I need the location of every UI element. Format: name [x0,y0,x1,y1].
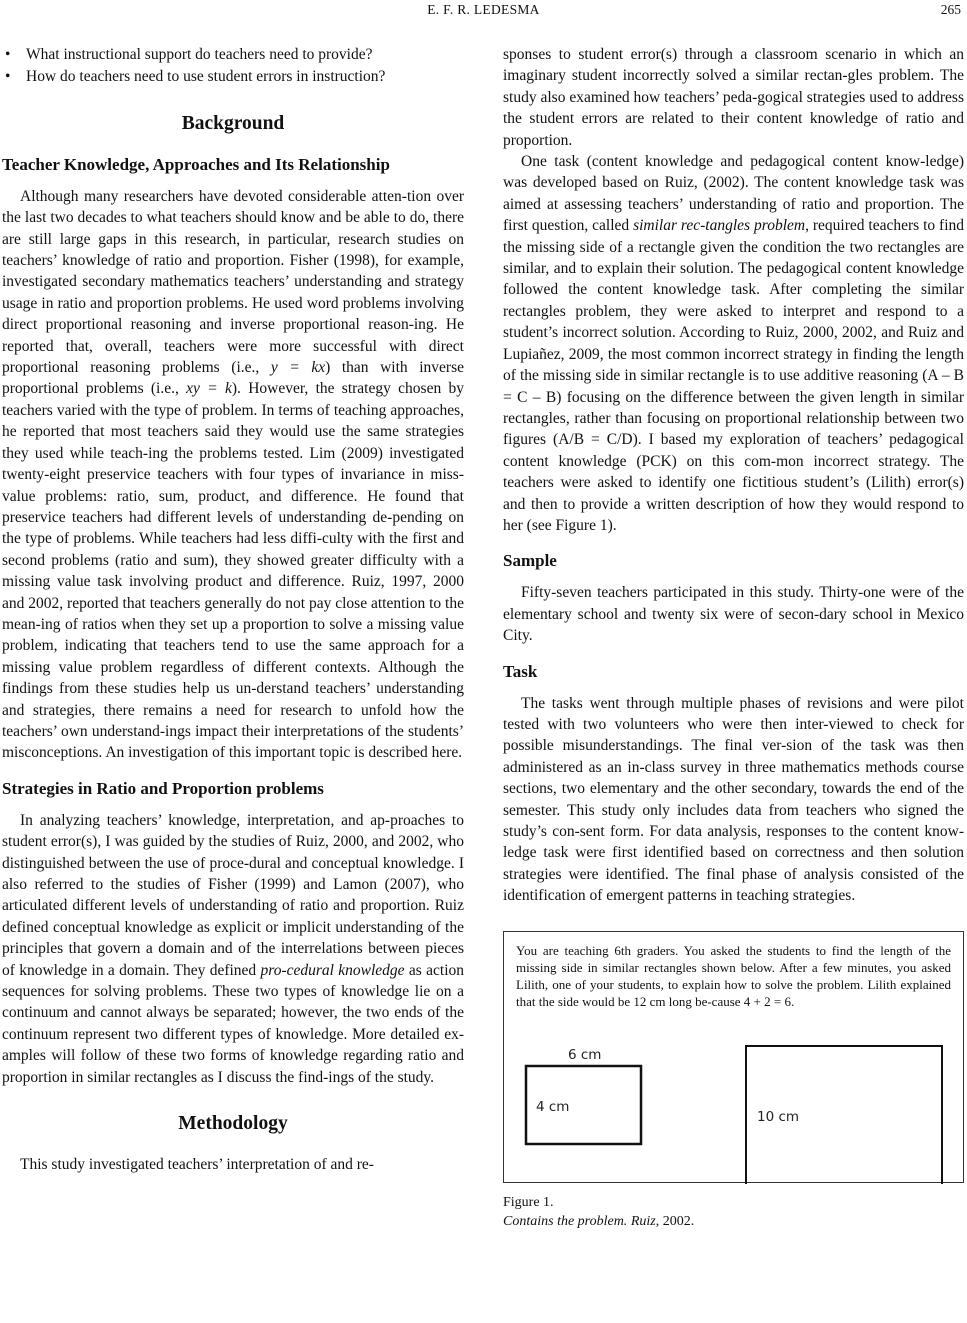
caption-source: Contains the problem. Ruiz, 2002. [503,1213,695,1229]
list-item [2,66,464,87]
paragraph: sponses to student error(s) through a classroom scenario in which an imaginary student incorrectly solved a similar rectan-gles problem. The study also examined how teachers’ peda-gogical strategies used to address the student errors are related to their content knowledge of ratio and proportion. [503,46,964,149]
emphasis-term: similar rec-tangles problem [633,217,806,235]
list-item [2,44,464,65]
similar-rectangles-diagram [504,932,965,1184]
page-number: 265 [940,2,961,17]
list-item-text: How do teachers need to use student errors in instruction? [26,68,386,86]
paragraph: Fifty-seven teachers participated in this study. Thirty-one were of the elementary school and twenty six were of secon-dary school in Mexico City. [503,584,964,645]
paragraph: The tasks went through multiple phases of revisions and were pilot tested with two volunteers who were then inter-viewed to check for possible misunderstandings. The final ver-sion of the task was then administered as an in-class survey in three mathematics methods course sections, two elementary and the other secondary, towards the end of the semester. This study only includes data from teachers who signed the study’s con-sent form. For data analysis, responses to the content know-ledge task were first identified based on correctness and then solution strategies were identified. The final phase of analysis consisted of the identification of emergent patterns in teaching strategies. [503,694,964,905]
subsection-heading-task: Task [503,661,538,681]
left-column [2,44,464,1175]
section-heading-methodology: Methodology [178,1113,288,1135]
equation-inverse: xy = k [186,380,232,398]
emphasis-term: pro-cedural knowledge [260,961,405,979]
subsection-heading-teacher-knowledge: Teacher Knowledge, Approaches and Its Relationship [2,154,390,174]
paragraph: Although many researchers have devoted considerable atten-tion over the last two decades to what teachers should know and be able to do, there are still large gaps in this research, in particular, research studies on teachers’ knowledge of ratio and proportion. Fisher (1998), for example, investigated secondary mathematics teachers’ understanding and strategy usage in ratio and proportion problems. He used word problems involving direct proportional reasoning and inverse proportional reason-ing. He reported that, overall, teachers were more successful with direct proportional reasoning problems (i.e., y = kx) than with inverse proportional problems (i.e., xy = k). However, the strategy chosen by teachers varied with the type of problem. In terms of teaching approaches, he reported that most teachers said they would use the same strategies they used while teach-ing the problems tested. Lim (2009) investigated twenty-eight preservice teachers with four types of invariance in miss-value problems: ratio, sum, product, and difference. He found that preservice teachers had different levels of understanding de-pending on the type of problems. While teachers had less diffi-culty with the first and second problems (ratio and sum), they showed greater difficulty with a missing value task involving product and difference. Ruiz, 1997, 2000 and 2002, reported that teachers generally do not pay close attention to the mean-ing of ratios when they set up a proportion to solve a missing value problem, indicating that teachers tend to use the same approach for a missing value problem regardless of different contexts. Although the findings from these studies help us un-derstand teachers’ understanding and strategies, there remains a need for research to unfold how the teachers’ own understand-ings impact their interpretations of the students’ misconceptions. An investigation of this important topic is described here. [2,187,464,762]
bullet-icon: • [5,46,11,63]
section-heading-background: Background [181,112,285,134]
subsection-heading-sample: Sample [503,551,557,571]
list-item-text: What instructional support do teachers need to provide? [26,46,373,63]
figure-1-box [503,931,964,1183]
caption-label: Figure 1. [503,1194,554,1210]
paragraph: In analyzing teachers’ knowledge, interpretation, and ap-proaches to student error(s), I was guided by the studies of Ruiz, 2000, and 2002, who distinguished between the use of proce-dural and conceptual knowledge. I also referred to the studies of Fisher (1999) and Lamon (2007), who articulated different levels of understanding of ratio and proportion. Ruiz defined conceptual knowledge as explicit or implicit understanding of the principles that govern a domain and of the interrelations between pieces of knowledge in a domain. They defined pro-cedural knowledge as action sequences for solving problems. These two types of knowledge lie on a continuum and cannot always be separated; however, the two ends of the continuum represent two different types of knowledge. More detailed ex-amples will follow of these two forms of knowledge regarding ratio and proportion in similar rectangles as I discuss the find-ings of the study. [2,811,464,1086]
right-column [503,44,964,1231]
equation-direct: y = kx [270,359,326,377]
paragraph: This study investigated teachers’ interpretation of and re- [20,1156,374,1174]
label-width-small: 6 cm [568,1046,602,1063]
bullet-icon: • [5,68,11,86]
label-height-small: 4 cm [536,1098,570,1115]
running-header [0,0,967,22]
subsection-heading-strategies: Strategies in Ratio and Proportion problems [2,778,324,798]
figure-caption [503,1193,964,1231]
paragraph: One task (content knowledge and pedagogical content know-ledge) was developed based on Ruiz, (2002). The content knowledge task was aimed at assessing teachers’ understanding of ratio and proportion. The first question, called similar rec-tangles problem, required teachers to find the missing side of a rectangle given the condition the two rectangles are similar, and to explain their solution. The pedagogical content knowledge followed the content knowledge task. After completing the similar rectangles problem, they were asked to interpret and respond to a student’s incorrect solution. According to Ruiz, 2000, 2002, and Ruiz and Lupiañez, 2009, the most common incorrect strategy in finding the length of the missing side in similar rectangle is to use additive reasoning (A – B = C – B) focusing on the difference between the given length in similar rectangles, rather than focusing on proportional relationship between two figures (A/B = C/D). I based my exploration of teachers’ pedagogical content knowledge (PCK) on this com-mon incorrect strategy. The teachers were asked to identify one fictitious student’s (Lilith) error(s) and then to provide a written description of how they would respond to her (see Figure 1). [503,153,965,534]
question-list [2,44,464,88]
label-height-large: 10 cm [757,1108,800,1125]
figure-problem-text: You are teaching 6th graders. You asked the students to find the length of the missing side in similar rectangles shown below. After a few minutes, you asked Lilith, one of your students, to explain how to solve the problem. Lilith explained that the side would be 12 cm long be-cause 4 + 2 = 6. [516,942,951,1010]
running-header-author: E. F. R. LEDESMA [427,2,540,17]
